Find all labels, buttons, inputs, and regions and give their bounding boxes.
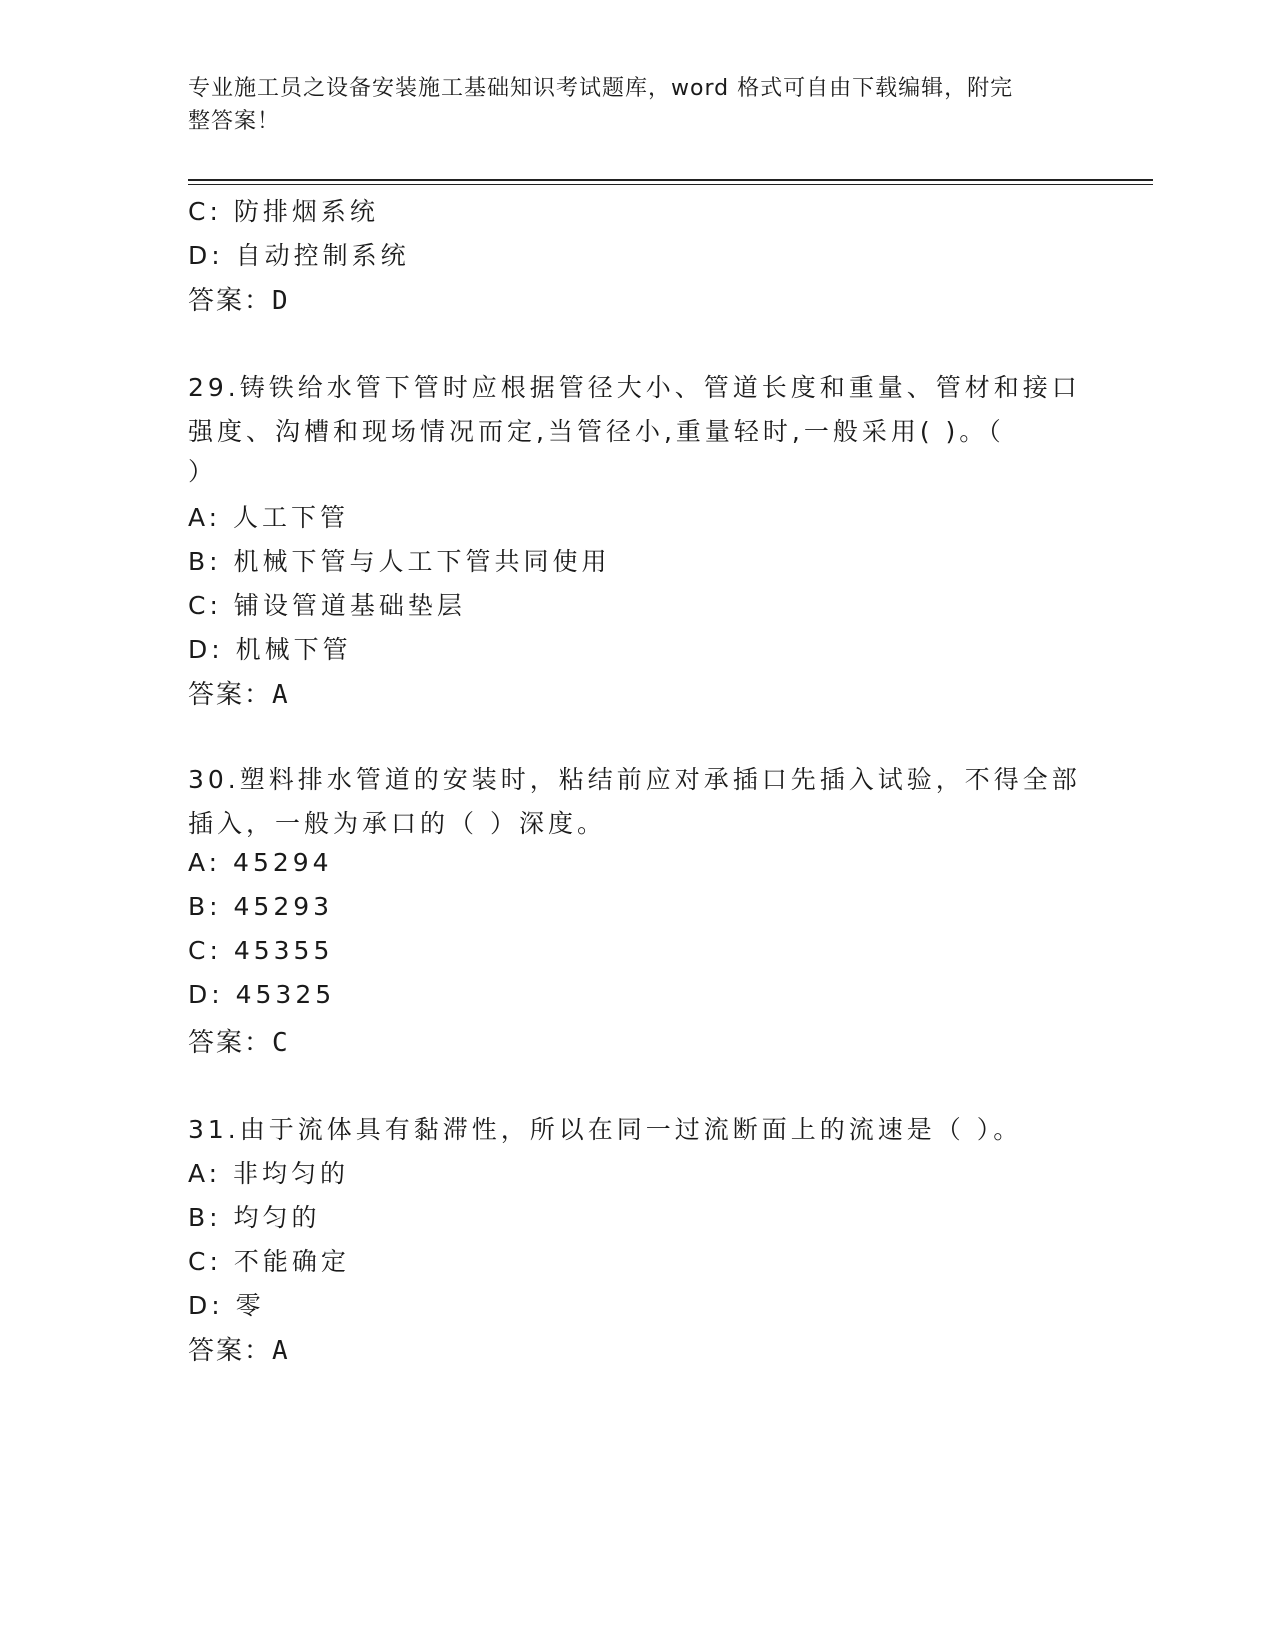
answer-value: D xyxy=(272,286,290,316)
q31-option-c: C: 不能确定 xyxy=(188,1247,350,1276)
q30-stem-line-1: 30.塑料排水管道的安装时，粘结前应对承插口先插入试验，不得全部 xyxy=(188,765,1081,794)
q30-option-a: A: 45294 xyxy=(188,848,333,877)
prev-option-c: C: 防排烟系统 xyxy=(188,197,379,226)
q29-stem-line-3: ） xyxy=(188,457,218,486)
q31-answer xyxy=(188,1330,290,1367)
q30-answer xyxy=(188,1022,290,1059)
q30-stem-line-2: 插入，一般为承口的（ ）深度。 xyxy=(188,809,606,838)
q29-answer xyxy=(188,674,290,711)
answer-label: 答案： xyxy=(188,680,273,710)
header-title-line-1: 专业施工员之设备安装施工基础知识考试题库，word 格式可自由下载编辑，附完 xyxy=(188,76,1014,101)
q29-stem-line-2: 强度、沟槽和现场情况而定,当管径小,重量轻时,一般采用( )。（ xyxy=(188,417,1005,446)
q31-option-d: D: 零 xyxy=(188,1291,265,1320)
q29-option-c: C: 铺设管道基础垫层 xyxy=(188,591,466,620)
prev-option-d: D: 自动控制系统 xyxy=(188,241,410,270)
q31-option-b: B: 均匀的 xyxy=(188,1203,321,1232)
answer-label: 答案： xyxy=(188,1028,273,1058)
q29-option-a: A: 人工下管 xyxy=(188,503,350,532)
q31-option-a: A: 非均匀的 xyxy=(188,1159,350,1188)
q31-stem-line-1: 31.由于流体具有黏滞性，所以在同一过流断面上的流速是（ ）。 xyxy=(188,1115,1023,1144)
header-title-line-2: 整答案！ xyxy=(188,109,281,134)
document-header xyxy=(188,72,1068,138)
answer-label: 答案： xyxy=(188,286,273,316)
header-divider-thin xyxy=(188,184,1153,185)
q29-option-b: B: 机械下管与人工下管共同使用 xyxy=(188,547,611,576)
q29-option-d: D: 机械下管 xyxy=(188,635,352,664)
answer-value: A xyxy=(272,1336,290,1366)
answer-value: A xyxy=(272,680,290,710)
q29-stem-line-1: 29.铸铁给水管下管时应根据管径大小、管道长度和重量、管材和接口 xyxy=(188,373,1081,402)
q30-option-b: B: 45293 xyxy=(188,892,334,921)
q30-option-c: C: 45355 xyxy=(188,936,334,965)
q30-option-d: D: 45325 xyxy=(188,980,336,1009)
answer-value: C xyxy=(272,1028,290,1058)
header-divider-thick xyxy=(188,179,1153,181)
answer-label: 答案： xyxy=(188,1336,273,1366)
prev-answer xyxy=(188,280,290,317)
